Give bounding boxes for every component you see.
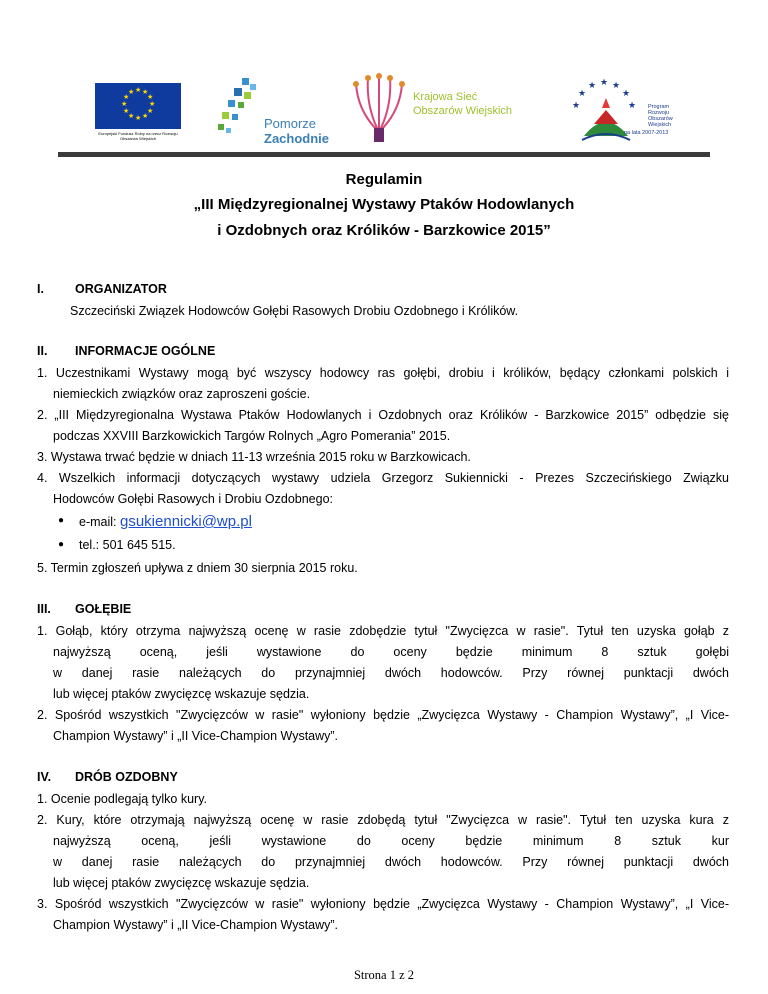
- section-1-text: Szczeciński Związek Hodowców Gołębi Rasowych Drobiu Ozdobnego i Królików.: [70, 304, 519, 318]
- svg-text:★: ★: [622, 89, 631, 99]
- section-3-p2-line1: 2. Spośród wszystkich "Zwycięzców w rasie" wyłoniony będzie „Zwycięzca Wystawy - Champion Wystawy”, „I Vice-: [37, 708, 729, 722]
- svg-text:★: ★: [588, 81, 597, 91]
- prow-text-5: na lata 2007-2013: [624, 130, 669, 136]
- prow-text-1: Program: [648, 104, 670, 110]
- pomorze-zachodnie-logo: [212, 74, 330, 146]
- section-4-p3-line2: Champion Wystawy” i „II Vice-Champion Wystawy”.: [53, 918, 339, 932]
- section-4-p2-line2: najwyższą oceną, jeśli wystawione do oceny będzie minimum 8 sztuk kur: [53, 834, 729, 848]
- prow-stars-icon: [566, 78, 646, 150]
- section-3-p1-line3: w danej rasie należących do przynajmniej dwóch hodowców. Przy równej punktacji dwóch: [53, 666, 729, 680]
- email-link[interactable]: gsukiennicki@wp.pl: [120, 513, 252, 530]
- svg-text:★: ★: [135, 114, 142, 122]
- section-4-p2-line1: 2. Kury, które otrzymają najwyższą ocenę w rasie zdobędą tytuł "Zwycięzca w rasie". Tytuł ten uzyska kura z: [37, 813, 729, 827]
- section-2-p1-line1: 1. Uczestnikami Wystawy mogą być wszyscy hodowcy ras gołębi, drobiu i królików, będący członkami polskich i: [37, 366, 729, 380]
- section-2-p3: 3. Wystawa trwać będzie w dniach 11-13 września 2015 roku w Barzkowicach.: [37, 450, 471, 464]
- section-1-number: I.: [37, 282, 44, 296]
- ksow-text-line1: Krajowa Sieć: [413, 91, 478, 103]
- section-2-p2-line2: podczas XXVIII Barzkowickich Targów Rolnych „Agro Pomerania” 2015.: [53, 429, 451, 443]
- section-4-p2-line4: lub więcej ptaków zwycięzcę wskazuje sędzia.: [53, 876, 310, 890]
- ksow-flower-icon: [348, 72, 410, 144]
- prow-text-3: Obszarów: [648, 116, 673, 122]
- svg-text:★: ★: [578, 89, 587, 99]
- section-3-p2-line2: Champion Wystawy” i „II Vice-Champion Wystawy”.: [53, 729, 339, 743]
- ksow-text-line2: Obszarów Wiejskich: [413, 105, 513, 117]
- svg-text:★: ★: [121, 100, 128, 108]
- section-2-p4-line2: Hodowców Gołębi Rasowych i Drobiu Ozdobnego:: [53, 492, 334, 506]
- svg-text:★: ★: [128, 88, 135, 96]
- email-label: e-mail:: [79, 515, 117, 529]
- section-3-p1-line2: najwyższą oceną, jeśli wystawione do oceny będzie minimum 8 sztuk gołębi: [53, 645, 729, 659]
- svg-text:★: ★: [147, 93, 154, 101]
- pomorze-text: Pomorze: [264, 116, 317, 131]
- eu-caption: Europejski Fundusz Rolny na rzecz Rozwoju Obszarów Wiejskich: [98, 131, 178, 141]
- section-4-p2-line3: w danej rasie należących do przynajmniej dwóch hodowców. Przy równej punktacji dwóch: [53, 855, 729, 869]
- svg-text:★: ★: [612, 81, 621, 91]
- title-line-3: i Ozdobnych oraz Królików - Barzkowice 2015”: [217, 222, 551, 239]
- title-line-1: Regulamin: [345, 171, 423, 188]
- section-2-number: II.: [37, 344, 48, 358]
- prow-text-2: Rozwoju: [648, 110, 670, 116]
- section-4-p1: 1. Ocenie podlegają tylko kury.: [37, 792, 208, 806]
- zachodnie-text: Zachodnie: [264, 131, 330, 146]
- section-4-number: IV.: [37, 770, 52, 784]
- title-line-2: „III Międzyregionalnej Wystawy Ptaków Hodowlanych: [193, 196, 575, 213]
- section-2-p4-line1: 4. Wszelkich informacji dotyczących wystawy udziela Grzegorz Sukiennicki - Prezes Szczecińskiego Związku: [37, 471, 729, 485]
- section-1-heading: ORGANIZATOR: [75, 282, 167, 296]
- eu-logo: [95, 83, 181, 147]
- section-2-heading: INFORMACJE OGÓLNE: [75, 344, 216, 358]
- svg-text:★: ★: [628, 101, 637, 111]
- section-2-p2-line1: 2. „III Międzyregionalna Wystawa Ptaków Hodowlanych i Ozdobnych oraz Królików - Barzkowice 2015” odbędzie się: [37, 408, 729, 422]
- header-divider: [58, 152, 710, 157]
- prow-text-4: Wiejskich: [648, 122, 672, 128]
- svg-text:★: ★: [142, 112, 149, 120]
- section-4-heading: DRÓB OZDOBNY: [75, 770, 178, 784]
- svg-text:★: ★: [123, 93, 130, 101]
- pomorze-mosaic-icon: [212, 74, 264, 146]
- svg-text:★: ★: [123, 107, 130, 115]
- page-number: Strona 1 z 2: [353, 968, 415, 982]
- prow-logo: [566, 78, 686, 150]
- bullet-icon: ●: [58, 539, 65, 550]
- section-3-number: III.: [37, 602, 51, 616]
- bullet-icon: ●: [58, 515, 65, 526]
- email-row: [79, 514, 252, 530]
- logo-header: [0, 0, 768, 146]
- phone-text: tel.: 501 645 515.: [79, 538, 176, 552]
- svg-text:★: ★: [149, 100, 156, 108]
- section-4-p3-line1: 3. Spośród wszystkich "Zwycięzców w rasie" wyłoniony będzie „Zwycięzca Wystawy - Champion Wystawy”, „I Vice-: [37, 897, 729, 911]
- section-3-p1-line4: lub więcej ptaków zwycięzcę wskazuje sędzia.: [53, 687, 310, 701]
- section-2-p1-line2: niemieckich związków oraz zaproszeni goście.: [53, 387, 311, 401]
- section-3-heading: GOŁĘBIE: [75, 602, 132, 616]
- svg-text:★: ★: [572, 101, 581, 111]
- svg-text:★: ★: [135, 86, 142, 94]
- section-3-p1-line1: 1. Gołąb, który otrzyma najwyższą ocenę w rasie zdobędzie tytuł "Zwycięzca w rasie". Tytuł ten uzyska gołąb z: [37, 624, 729, 638]
- ksow-logo: [348, 72, 548, 144]
- svg-text:★: ★: [600, 78, 609, 88]
- svg-text:★: ★: [142, 88, 149, 96]
- svg-text:★: ★: [147, 107, 154, 115]
- eu-flag-icon: [95, 83, 181, 129]
- section-2-p5: 5. Termin zgłoszeń upływa z dniem 30 sierpnia 2015 roku.: [37, 561, 358, 575]
- svg-text:★: ★: [128, 112, 135, 120]
